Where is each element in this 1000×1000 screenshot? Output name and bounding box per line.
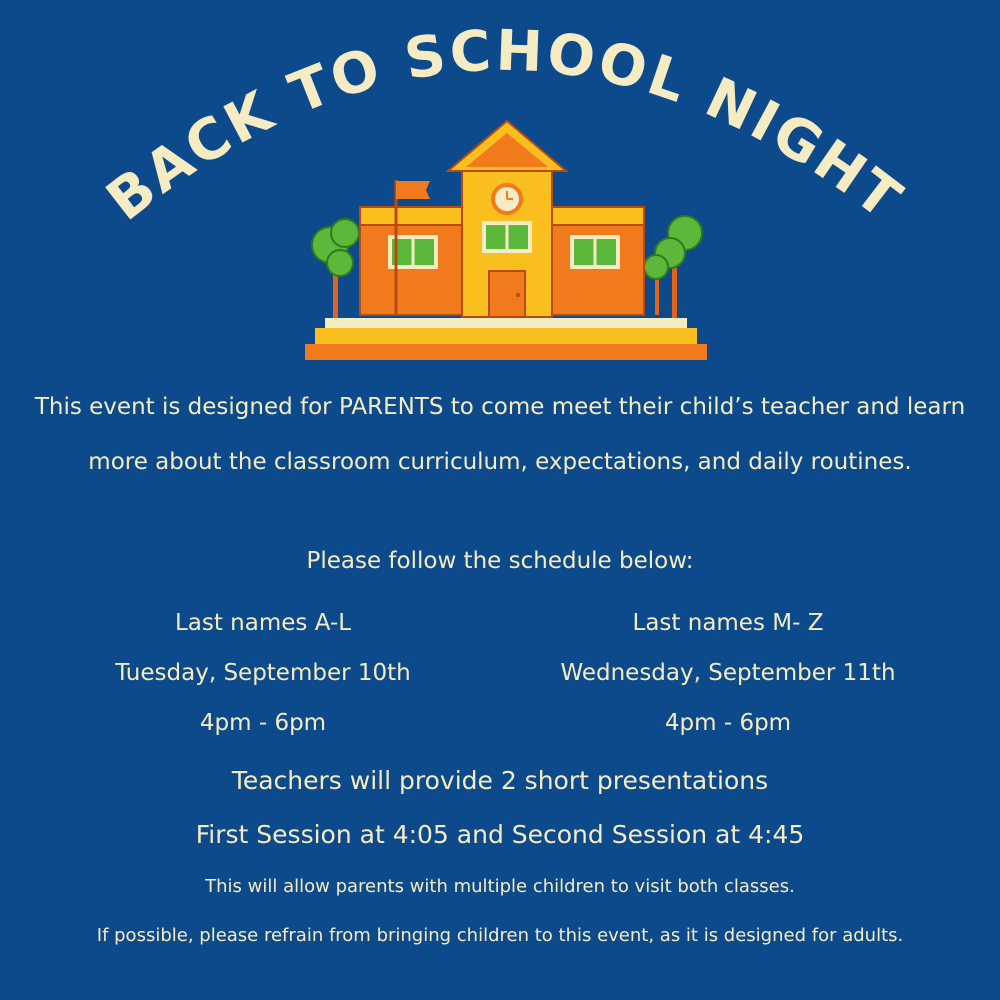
schedule-heading: Please follow the schedule below: xyxy=(306,548,694,574)
schedule-time: 4pm - 6pm xyxy=(664,710,792,736)
multiple-children-note: This will allow parents with multiple children to visit both classes. xyxy=(205,876,795,897)
sessions-text: First Session at 4:05 and Second Session at 4:45 xyxy=(195,820,805,849)
schedule-day: Tuesday, September 10th xyxy=(115,660,411,686)
schedule-group-a-l xyxy=(63,598,463,748)
schedule-time: 4pm - 6pm xyxy=(199,710,327,736)
schedule-day: Wednesday, September 11th xyxy=(560,660,896,686)
school-building-illustration xyxy=(300,115,710,365)
schedule-names: Last names A-L xyxy=(174,610,352,636)
schedule-names: Last names M- Z xyxy=(632,610,824,636)
schedule-group-m-z xyxy=(528,598,928,748)
intro-paragraph: This event is designed for PARENTS to come meet their child’s teacher and learn more about the classroom curriculum, expectations, and daily routines. xyxy=(34,394,966,475)
refrain-note: If possible, please refrain from bringing children to this event, as it is designed for adults. xyxy=(96,925,904,946)
event-title: BACK TO SCHOOL NIGHT xyxy=(94,18,915,234)
presentations-text: Teachers will provide 2 short presentations xyxy=(231,766,769,795)
